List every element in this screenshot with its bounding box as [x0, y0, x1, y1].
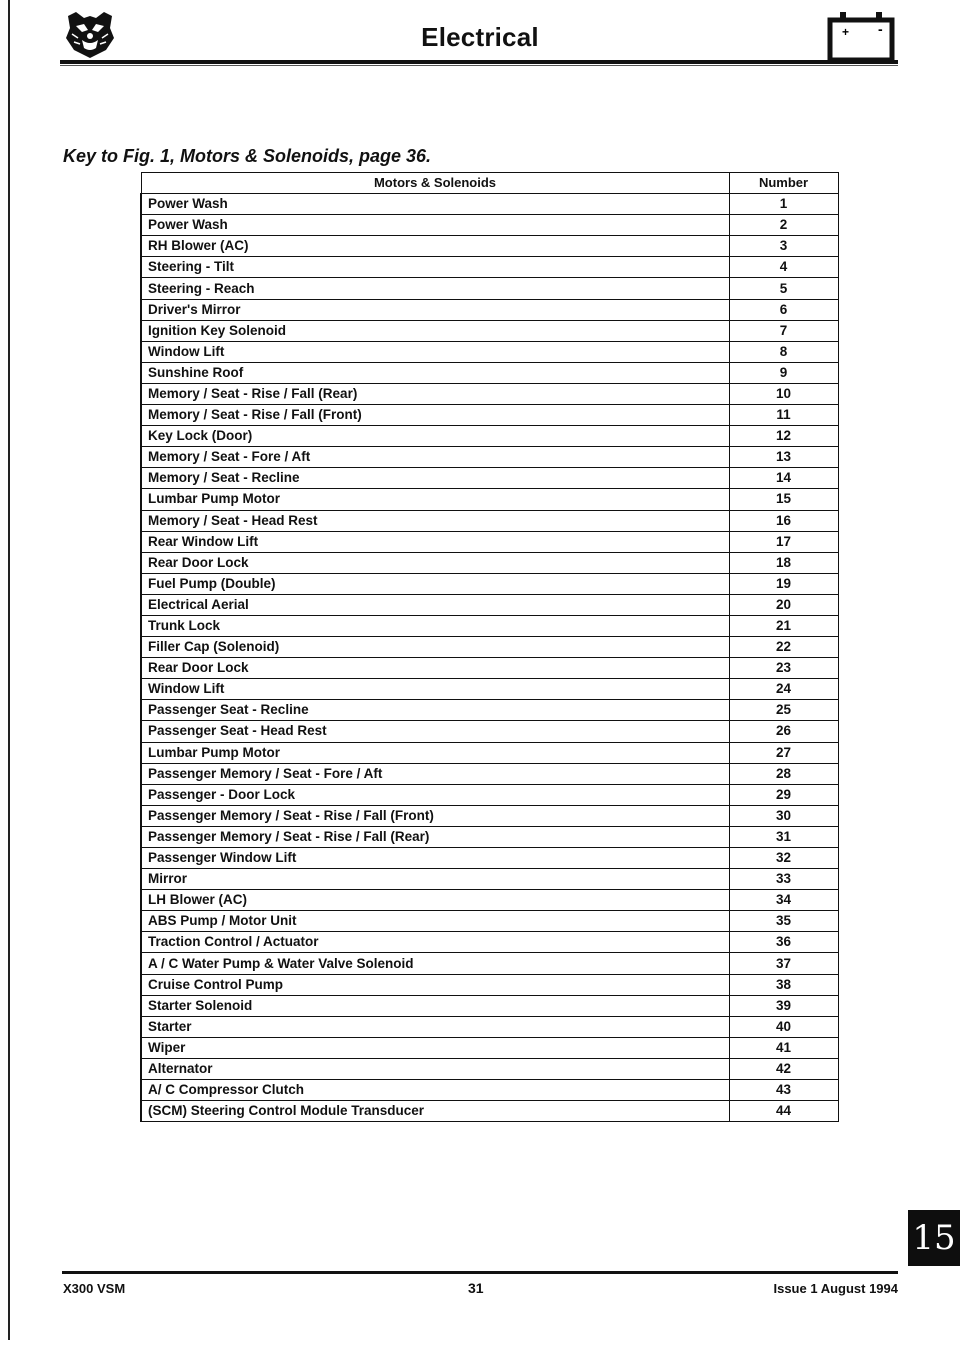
column-header-number: Number	[729, 173, 838, 194]
row-name: Alternator	[141, 1058, 729, 1079]
row-number: 36	[729, 932, 838, 953]
row-number: 23	[729, 658, 838, 679]
row-number: 43	[729, 1080, 838, 1101]
table-row	[141, 974, 838, 995]
row-name: Passenger Memory / Seat - Rise / Fall (Front)	[141, 805, 729, 826]
row-number: 38	[729, 974, 838, 995]
table-row	[141, 236, 838, 257]
table-row	[141, 320, 838, 341]
row-number: 21	[729, 615, 838, 636]
row-name: Starter Solenoid	[141, 995, 729, 1016]
table-caption: Key to Fig. 1, Motors & Solenoids, page 36.	[63, 146, 432, 166]
row-number: 18	[729, 552, 838, 573]
row-number: 17	[729, 531, 838, 552]
row-name: Wiper	[141, 1037, 729, 1058]
page-header	[0, 0, 960, 70]
row-number: 32	[729, 848, 838, 869]
row-name: Trunk Lock	[141, 615, 729, 636]
row-name: Passenger Seat - Head Rest	[141, 721, 729, 742]
table-row	[141, 784, 838, 805]
table-row	[141, 510, 838, 531]
row-number: 2	[729, 215, 838, 236]
table-row	[141, 531, 838, 552]
table-row	[141, 953, 838, 974]
row-name: Power Wash	[141, 215, 729, 236]
row-name: Passenger Memory / Seat - Rise / Fall (Rear)	[141, 826, 729, 847]
table-row	[141, 658, 838, 679]
table-row	[141, 763, 838, 784]
table-row	[141, 869, 838, 890]
table-row	[141, 700, 838, 721]
row-name: Passenger Memory / Seat - Fore / Aft	[141, 763, 729, 784]
battery-icon	[826, 12, 896, 62]
battery-plus-label: +	[842, 25, 850, 39]
row-name: Window Lift	[141, 341, 729, 362]
table-row	[141, 826, 838, 847]
battery-minus-label: -	[878, 21, 883, 37]
row-number: 5	[729, 278, 838, 299]
row-number: 24	[729, 679, 838, 700]
row-number: 3	[729, 236, 838, 257]
table-row	[141, 215, 838, 236]
row-name: Sunshine Roof	[141, 362, 729, 383]
row-number: 16	[729, 510, 838, 531]
row-number: 37	[729, 953, 838, 974]
table-row	[141, 1058, 838, 1079]
row-name: RH Blower (AC)	[141, 236, 729, 257]
row-number: 33	[729, 869, 838, 890]
row-name: Power Wash	[141, 194, 729, 215]
table-row	[141, 1101, 838, 1122]
table-row	[141, 1016, 838, 1037]
row-name: Steering - Tilt	[141, 257, 729, 278]
row-number: 7	[729, 320, 838, 341]
row-number: 22	[729, 637, 838, 658]
table-row	[141, 594, 838, 615]
footer-page-number: 31	[468, 1280, 484, 1296]
table-row	[141, 721, 838, 742]
row-name: Memory / Seat - Fore / Aft	[141, 447, 729, 468]
header-rule-thin	[60, 65, 898, 66]
page-title: Electrical	[421, 22, 539, 52]
table-row	[141, 805, 838, 826]
table-row	[141, 489, 838, 510]
row-name: Traction Control / Actuator	[141, 932, 729, 953]
table-row	[141, 848, 838, 869]
row-name: Rear Window Lift	[141, 531, 729, 552]
table-row	[141, 679, 838, 700]
row-number: 1	[729, 194, 838, 215]
row-name: Lumbar Pump Motor	[141, 489, 729, 510]
row-name: Driver's Mirror	[141, 299, 729, 320]
row-number: 4	[729, 257, 838, 278]
row-name: Window Lift	[141, 679, 729, 700]
row-number: 20	[729, 594, 838, 615]
row-name: Cruise Control Pump	[141, 974, 729, 995]
table-row	[141, 341, 838, 362]
row-name: Memory / Seat - Rise / Fall (Rear)	[141, 383, 729, 404]
section-tab: 15	[908, 1210, 960, 1266]
motors-solenoids-table	[140, 172, 839, 1122]
row-number: 25	[729, 700, 838, 721]
header-rule	[60, 60, 898, 64]
row-name: Steering - Reach	[141, 278, 729, 299]
table-row	[141, 932, 838, 953]
row-number: 44	[729, 1101, 838, 1122]
row-name: Passenger Window Lift	[141, 848, 729, 869]
row-number: 9	[729, 362, 838, 383]
row-number: 26	[729, 721, 838, 742]
table-row	[141, 405, 838, 426]
row-name: Memory / Seat - Rise / Fall (Front)	[141, 405, 729, 426]
table-row	[141, 257, 838, 278]
row-number: 28	[729, 763, 838, 784]
footer-rule	[62, 1271, 898, 1274]
row-number: 31	[729, 826, 838, 847]
row-name: Filler Cap (Solenoid)	[141, 637, 729, 658]
table-row	[141, 426, 838, 447]
table-row	[141, 447, 838, 468]
row-name: Passenger Seat - Recline	[141, 700, 729, 721]
row-name: Fuel Pump (Double)	[141, 573, 729, 594]
row-name: Memory / Seat - Head Rest	[141, 510, 729, 531]
row-number: 13	[729, 447, 838, 468]
table-row	[141, 1037, 838, 1058]
row-number: 40	[729, 1016, 838, 1037]
row-name: A / C Water Pump & Water Valve Solenoid	[141, 953, 729, 974]
table-header-row	[141, 173, 838, 194]
row-name: Electrical Aerial	[141, 594, 729, 615]
row-number: 6	[729, 299, 838, 320]
table-row	[141, 637, 838, 658]
table-body	[141, 194, 838, 1122]
table-row	[141, 911, 838, 932]
row-name: Memory / Seat - Recline	[141, 468, 729, 489]
row-number: 10	[729, 383, 838, 404]
table-row	[141, 573, 838, 594]
row-number: 30	[729, 805, 838, 826]
row-name: Key Lock (Door)	[141, 426, 729, 447]
row-number: 39	[729, 995, 838, 1016]
table-row	[141, 383, 838, 404]
row-number: 29	[729, 784, 838, 805]
table-row	[141, 299, 838, 320]
row-name: Lumbar Pump Motor	[141, 742, 729, 763]
row-number: 34	[729, 890, 838, 911]
row-name: A/ C Compressor Clutch	[141, 1080, 729, 1101]
table-row	[141, 362, 838, 383]
row-number: 35	[729, 911, 838, 932]
row-name: LH Blower (AC)	[141, 890, 729, 911]
table-row	[141, 552, 838, 573]
row-name: Mirror	[141, 869, 729, 890]
row-name: Ignition Key Solenoid	[141, 320, 729, 341]
row-number: 11	[729, 405, 838, 426]
table-row	[141, 890, 838, 911]
row-number: 8	[729, 341, 838, 362]
row-number: 19	[729, 573, 838, 594]
table-row	[141, 278, 838, 299]
table-row	[141, 995, 838, 1016]
table-row	[141, 194, 838, 215]
footer-doc-id: X300 VSM	[63, 1281, 126, 1296]
table-row	[141, 468, 838, 489]
row-name: Passenger - Door Lock	[141, 784, 729, 805]
row-number: 12	[729, 426, 838, 447]
table-row	[141, 742, 838, 763]
row-name: (SCM) Steering Control Module Transducer	[141, 1101, 729, 1122]
row-number: 27	[729, 742, 838, 763]
row-number: 15	[729, 489, 838, 510]
column-header-motors: Motors & Solenoids	[141, 173, 729, 194]
footer-issue-date: Issue 1 August 1994	[773, 1281, 898, 1296]
table-row	[141, 1080, 838, 1101]
row-number: 41	[729, 1037, 838, 1058]
row-name: ABS Pump / Motor Unit	[141, 911, 729, 932]
page-edge-mark	[8, 0, 10, 1340]
row-name: Rear Door Lock	[141, 552, 729, 573]
row-name: Rear Door Lock	[141, 658, 729, 679]
row-name: Starter	[141, 1016, 729, 1037]
row-number: 42	[729, 1058, 838, 1079]
row-number: 14	[729, 468, 838, 489]
table-row	[141, 615, 838, 636]
